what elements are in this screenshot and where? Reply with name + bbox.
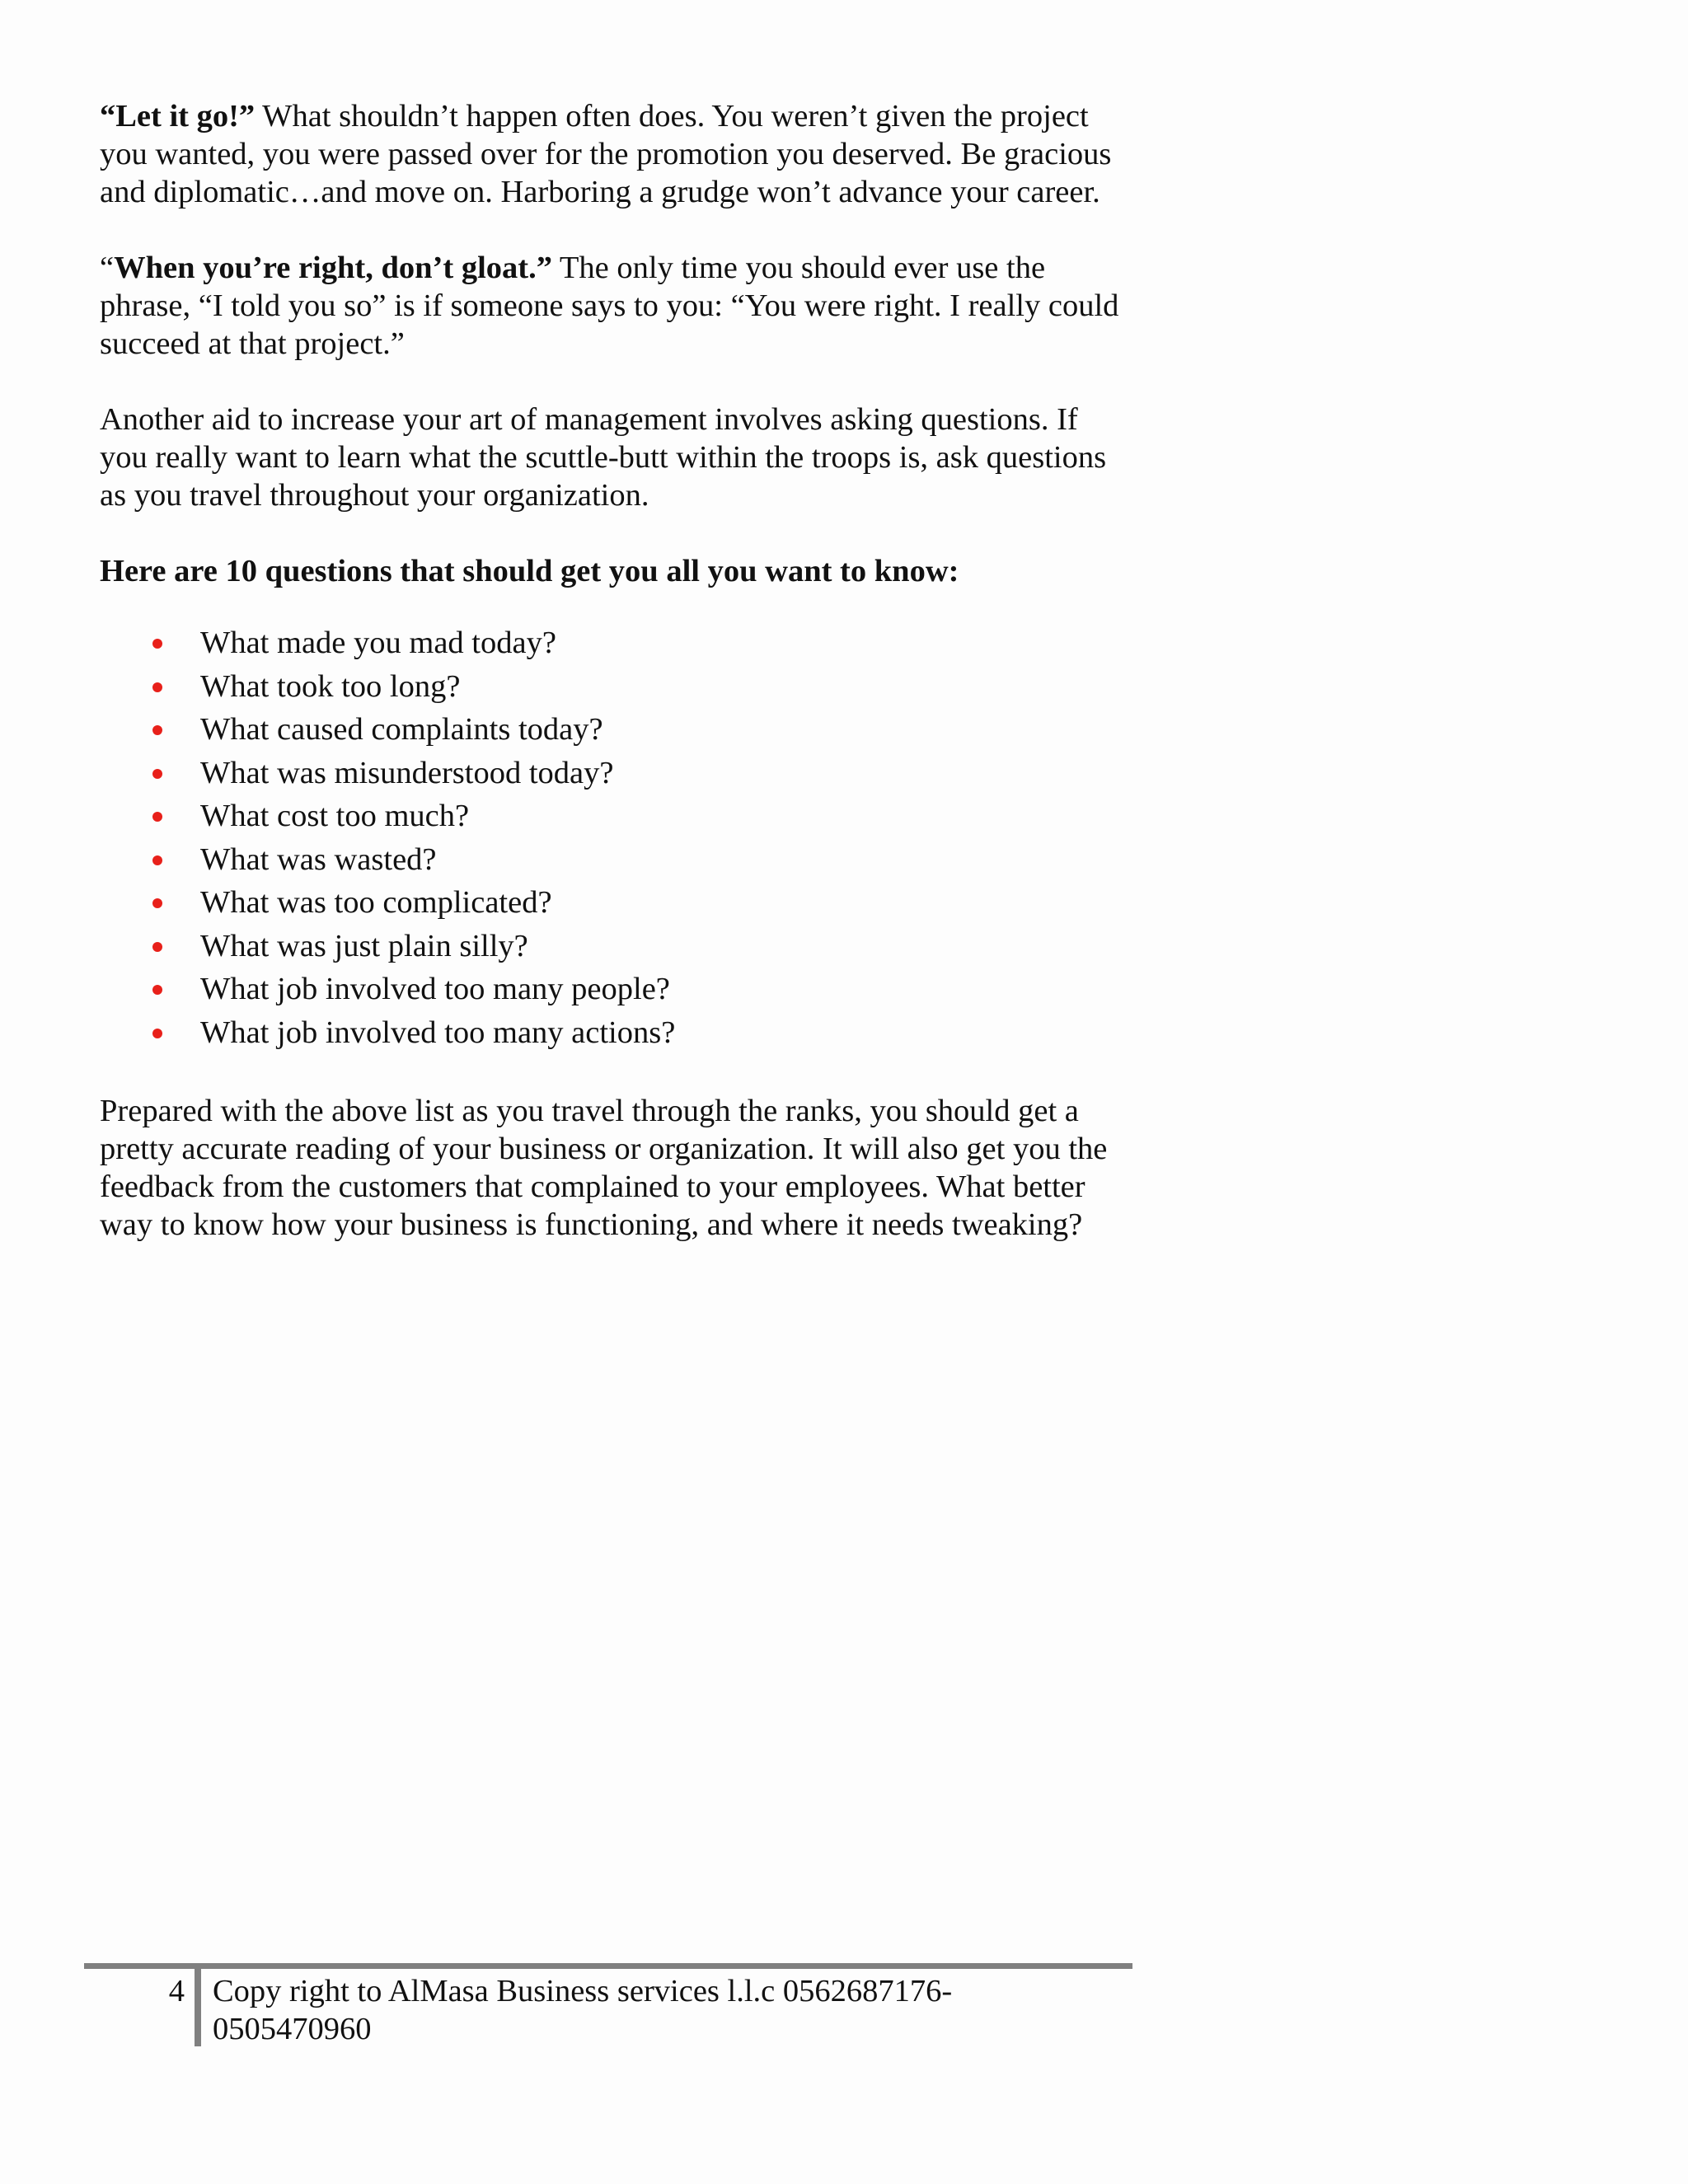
question-text: What was wasted? (200, 841, 437, 877)
list-item (100, 708, 1122, 752)
bullet-icon (152, 682, 162, 692)
bullet-icon (152, 942, 162, 952)
question-text: What job involved too many people? (200, 972, 670, 1006)
question-text: What took too long? (200, 668, 461, 704)
bullet-icon (152, 898, 162, 908)
footer-copyright-line1: Copy right to AlMasa Business services l.l.c 0562687176- (213, 1974, 953, 2008)
open-quote: “ (100, 251, 115, 285)
bullet-icon (152, 1029, 162, 1038)
list-item (100, 752, 1122, 795)
question-text: What was misunderstood today? (200, 755, 614, 790)
question-text: What was too complicated? (200, 885, 552, 920)
paragraph-dont-gloat (100, 249, 1122, 363)
list-item (100, 794, 1122, 838)
questions-heading: Here are 10 questions that should get you all you want to know: (100, 554, 959, 588)
paragraph-text-dont-gloat: The only time you should ever use the phrase, “I told you so” is if someone says to you: “You were right. I really could succeed at that project.” (100, 251, 1119, 361)
question-text: What caused complaints today? (200, 712, 603, 747)
bullet-icon (152, 769, 162, 779)
footer-vertical-divider (195, 1969, 201, 2046)
document-body (100, 97, 1122, 1282)
list-item (100, 838, 1122, 882)
list-item (100, 925, 1122, 968)
paragraph-asking-questions: Another aid to increase your art of management involves asking questions. If you really want to learn what the scuttle-butt within the troops is, ask questions as you travel throughout your organization. (100, 402, 1107, 513)
list-item (100, 968, 1122, 1011)
list-item (100, 665, 1122, 709)
question-text: What cost too much? (200, 799, 470, 833)
page-number: 4 (168, 1974, 185, 2008)
paragraph-heading-dont-gloat: When you’re right, don’t gloat.” (114, 251, 552, 285)
paragraph-heading-let-it-go: “Let it go!” (100, 99, 256, 134)
bullet-icon (152, 812, 162, 822)
bullet-icon (152, 639, 162, 649)
footer-divider (84, 1963, 1132, 1969)
bullet-icon (152, 725, 162, 735)
footer-copyright (213, 1972, 1037, 2048)
paragraph-conclusion: Prepared with the above list as you travel through the ranks, you should get a pretty accurate reading of your business or organization. It will also get you the feedback from the customers that complained to your employees. What better way to know how your business is functioning, and where it needs tweaking? (100, 1094, 1108, 1242)
list-item (100, 621, 1122, 665)
list-item (100, 881, 1122, 925)
bullet-icon (152, 985, 162, 995)
question-text: What job involved too many actions? (200, 1015, 676, 1050)
paragraph-let-it-go (100, 97, 1122, 211)
bullet-icon (152, 855, 162, 865)
paragraph-text-let-it-go: What shouldn’t happen often does. You weren’t given the project you wanted, you were passed over for the promotion you deserved. Be gracious and diplomatic…and move on. Harboring a grudge won’t advance your career. (100, 99, 1112, 209)
list-item (100, 1011, 1122, 1055)
question-text: What was just plain silly? (200, 928, 528, 963)
questions-list (100, 621, 1122, 1054)
footer-copyright-line2: 0505470960 (213, 2012, 372, 2046)
question-text: What made you mad today? (200, 626, 556, 660)
